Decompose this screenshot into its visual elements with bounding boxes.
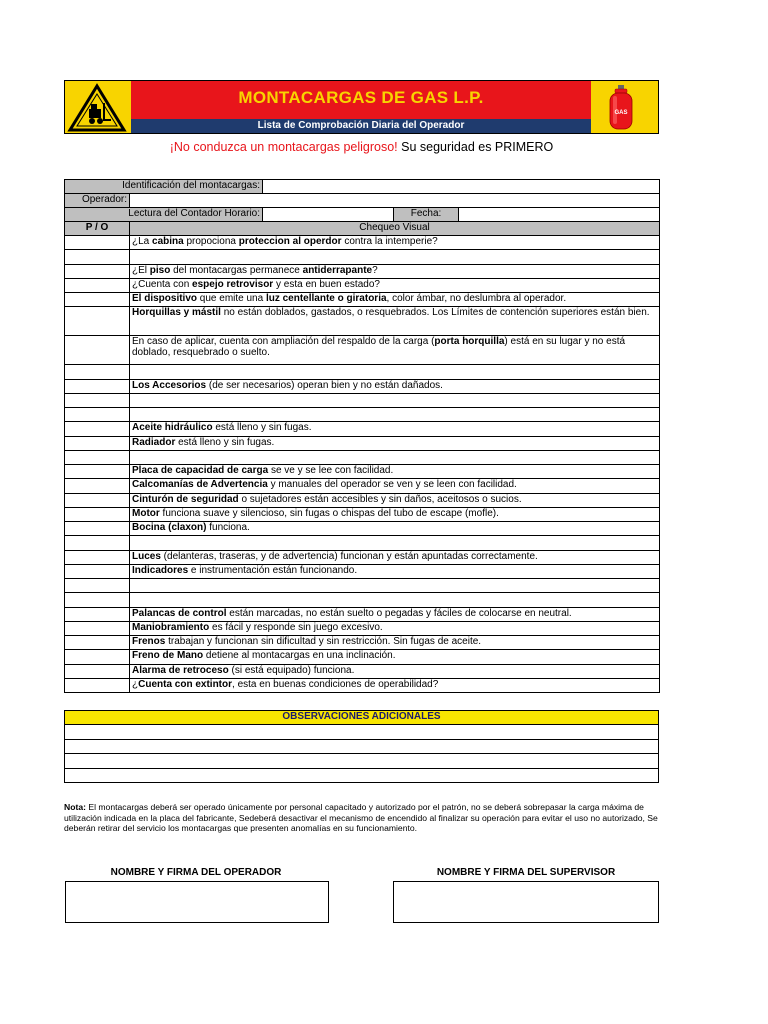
- warning-red-text: ¡No conduzca un montacargas peligroso!: [169, 140, 398, 154]
- checklist-row: [65, 422, 660, 436]
- observation-field[interactable]: [65, 768, 659, 783]
- checklist-row: [65, 250, 660, 264]
- check-item-text: [130, 450, 660, 464]
- check-item-plain: trabajan y funcionan sin dificultad y sin restricción. Sin fugas de aceite.: [165, 636, 482, 647]
- forklift-warning-icon: [67, 83, 127, 133]
- check-item-text: [130, 493, 660, 507]
- po-cell[interactable]: [65, 278, 130, 292]
- check-item-bold: Placa de capacidad de carga: [132, 465, 269, 476]
- check-item-text: [130, 307, 660, 336]
- check-item-plain: e instrumentación están funcionando.: [188, 564, 358, 576]
- checklist-row: [65, 393, 660, 407]
- po-cell[interactable]: [65, 422, 130, 436]
- po-cell[interactable]: [65, 564, 130, 578]
- observation-row: [65, 768, 659, 783]
- check-item-plain: ¿Cuenta con: [132, 278, 193, 290]
- check-item-text: [130, 293, 660, 307]
- check-item-text: [130, 236, 660, 250]
- check-item-plain: funciona suave y silencioso, sin fugas o chispas del tubo de escape (mofle).: [159, 507, 499, 519]
- check-item-text: [130, 522, 660, 536]
- check-item-bold: Frenos: [132, 636, 166, 647]
- supervisor-signature-box[interactable]: [393, 881, 659, 923]
- operator-label: Operador:: [65, 194, 130, 208]
- check-item-plain: es fácil y responde sin juego excesivo.: [209, 621, 383, 633]
- check-item-plain: , esta en buenas condiciones de operabilidad?: [232, 678, 439, 690]
- checklist-row: [65, 507, 660, 521]
- note-label: Nota:: [64, 802, 86, 812]
- po-cell[interactable]: [65, 250, 130, 264]
- check-item-text: [130, 422, 660, 436]
- checklist-row: [65, 550, 660, 564]
- check-item-plain: se ve y se lee con facilidad.: [268, 465, 394, 476]
- po-cell[interactable]: [65, 593, 130, 607]
- check-item-text: [130, 678, 660, 692]
- check-item-text: [130, 436, 660, 450]
- note-paragraph: [64, 802, 659, 834]
- check-item-bold: porta horquilla: [434, 336, 505, 348]
- check-item-bold: Radiador: [132, 436, 176, 448]
- check-item-bold: Horquillas y mástil: [132, 307, 221, 319]
- po-cell[interactable]: [65, 393, 130, 407]
- check-item-text: [130, 536, 660, 550]
- checklist-row: [65, 522, 660, 536]
- checklist-page: [64, 80, 659, 878]
- checklist-row: [65, 408, 660, 422]
- checklist-row: [65, 479, 660, 493]
- check-item-plain: no están doblados, gastados, o resquebrados. Los Límites de contención superiores están bien.: [220, 307, 650, 319]
- observations-table: [64, 710, 659, 783]
- check-item-plain: propociona: [183, 236, 239, 247]
- check-item-plain: está lleno y sin fugas.: [212, 422, 312, 434]
- checklist-row: [65, 536, 660, 550]
- check-item-plain: (delanteras, traseras, y de advertencia) funcionan y están apuntadas correctamente.: [160, 550, 538, 562]
- check-item-bold: Freno de Mano: [132, 650, 204, 662]
- po-cell[interactable]: [65, 479, 130, 493]
- po-cell[interactable]: [65, 493, 130, 507]
- po-cell[interactable]: [65, 536, 130, 550]
- check-item-bold: Indicadores: [132, 564, 189, 576]
- po-cell[interactable]: [65, 579, 130, 593]
- check-item-plain: ) está en su lugar y no está doblado, resquebrado o suelto.: [132, 336, 626, 359]
- checklist-row: [65, 465, 660, 479]
- po-cell[interactable]: [65, 379, 130, 393]
- check-item-plain: (si está equipado) funciona.: [228, 664, 355, 676]
- check-item-plain: (de ser necesarios) operan bien y no están dañados.: [206, 379, 443, 391]
- check-item-text: [130, 507, 660, 521]
- id-label: Identificación del montacargas:: [65, 180, 263, 194]
- check-item-plain: contra la intemperie?: [341, 236, 438, 247]
- po-cell[interactable]: [65, 236, 130, 250]
- check-item-bold: Bocina (claxon): [132, 522, 207, 533]
- check-item-bold: Motor: [132, 507, 160, 519]
- page-subtitle: Lista de Comprobación Diaria del Operador: [257, 120, 465, 131]
- checklist-row: [65, 564, 660, 578]
- check-item-text: [130, 408, 660, 422]
- check-item-text: [130, 479, 660, 493]
- check-item-plain: ¿El: [132, 264, 150, 276]
- check-item-plain: funciona.: [206, 522, 250, 533]
- checklist-row: [65, 307, 660, 336]
- operator-signature-box[interactable]: [65, 881, 329, 923]
- operator-field[interactable]: [130, 194, 660, 208]
- checklist-row: [65, 336, 660, 365]
- observation-row: [65, 739, 659, 754]
- po-cell[interactable]: [65, 522, 130, 536]
- po-cell[interactable]: [65, 264, 130, 278]
- checklist-row: [65, 278, 660, 292]
- check-item-text: [130, 593, 660, 607]
- check-item-bold: Luces: [132, 550, 161, 562]
- observation-row: [65, 725, 659, 740]
- gas-label: GAS: [614, 110, 628, 116]
- check-item-plain: ¿: [132, 678, 139, 690]
- check-item-bold: Calcomanías de Advertencia: [132, 479, 268, 491]
- check-item-bold: Los Accesorios: [132, 379, 207, 391]
- po-cell[interactable]: [65, 550, 130, 564]
- check-item-text: [130, 664, 660, 678]
- date-field[interactable]: [459, 208, 660, 222]
- checklist-row: [65, 607, 660, 621]
- check-item-plain: ¿La: [132, 236, 153, 247]
- observation-field[interactable]: [65, 725, 659, 740]
- checklist-row: [65, 650, 660, 664]
- check-item-plain: y esta en buen estado?: [273, 278, 380, 290]
- checklist-row: [65, 365, 660, 379]
- check-item-bold: Maniobramiento: [132, 621, 210, 633]
- po-cell[interactable]: [65, 293, 130, 307]
- supervisor-signature-label: NOMBRE Y FIRMA DEL SUPERVISOR: [436, 867, 616, 878]
- check-item-text: [130, 336, 660, 365]
- po-cell[interactable]: [65, 678, 130, 692]
- col-po-header: P / O: [65, 222, 130, 236]
- check-item-bold: piso: [149, 264, 171, 276]
- check-item-bold: El dispositivo: [132, 293, 198, 304]
- check-item-plain: ?: [372, 264, 378, 276]
- check-item-plain: que emite una: [197, 293, 266, 304]
- po-cell[interactable]: [65, 636, 130, 650]
- check-item-bold: Cuenta con extintor: [138, 678, 233, 690]
- check-item-text: [130, 250, 660, 264]
- checklist-row: [65, 593, 660, 607]
- checklist-row: [65, 450, 660, 464]
- checklist-row: [65, 636, 660, 650]
- check-item-bold: proteccion al operdor: [238, 236, 342, 247]
- hour-meter-field[interactable]: [263, 208, 394, 222]
- checklist-row: [65, 264, 660, 278]
- po-cell[interactable]: [65, 621, 130, 635]
- check-item-text: [130, 579, 660, 593]
- po-cell[interactable]: [65, 408, 130, 422]
- note-text: El montacargas deberá ser operado únicamente por personal capacitado y autorizado por el patrón, no se deberá sobrepasar la carga máxima de utilización indicada en la placa del fabricante, Sedeberá desactivar el mecanismo de encendido al finalizar su operación para evitar el uso no autorizado, Se deberán retirar del servicio los montacargas que presenten anomalías en su funcionamiento.: [64, 802, 658, 833]
- page-title: MONTACARGAS DE GAS L.P.: [238, 88, 484, 107]
- check-item-plain: detiene al montacargas en una inclinación.: [203, 650, 396, 662]
- id-field[interactable]: [263, 180, 660, 194]
- check-item-bold: Alarma de retroceso: [132, 664, 229, 676]
- check-item-plain: y manuales del operador se ven y se leen con facilidad.: [267, 479, 517, 491]
- checklist-row: [65, 493, 660, 507]
- check-item-plain: están marcadas, no están suelto o pegadas y fáciles de colocarse en neutral.: [226, 607, 572, 619]
- date-label: Fecha:: [394, 208, 459, 222]
- po-cell[interactable]: [65, 664, 130, 678]
- po-cell[interactable]: [65, 607, 130, 621]
- po-cell[interactable]: [65, 336, 130, 365]
- observations-title: OBSERVACIONES ADICIONALES: [65, 711, 659, 725]
- check-item-text: [130, 393, 660, 407]
- checklist-row: [65, 678, 660, 692]
- check-item-plain: está lleno y sin fugas.: [175, 436, 275, 448]
- check-item-text: [130, 365, 660, 379]
- po-cell[interactable]: [65, 507, 130, 521]
- check-item-bold: cabina: [152, 236, 184, 247]
- check-item-bold: Palancas de control: [132, 607, 227, 619]
- po-cell[interactable]: [65, 307, 130, 336]
- checklist-row: [65, 664, 660, 678]
- checklist-row: [65, 293, 660, 307]
- check-item-text: [130, 465, 660, 479]
- check-item-text: [130, 379, 660, 393]
- check-item-bold: espejo retrovisor: [192, 278, 274, 290]
- check-item-text: [130, 607, 660, 621]
- po-cell[interactable]: [65, 365, 130, 379]
- check-item-bold: luz centellante o giratoria: [265, 293, 387, 304]
- po-cell[interactable]: [65, 650, 130, 664]
- po-cell[interactable]: [65, 465, 130, 479]
- check-item-text: [130, 564, 660, 578]
- check-item-text: [130, 636, 660, 650]
- checklist-row: [65, 379, 660, 393]
- warning-line: [64, 140, 659, 154]
- check-item-plain: , color ámbar, no deslumbra al operador.: [386, 293, 567, 304]
- check-item-bold: Cinturón de seguridad: [132, 493, 239, 505]
- check-item-plain: del montacargas permanece: [170, 264, 303, 276]
- check-item-bold: antiderrapante: [302, 264, 373, 276]
- observation-field[interactable]: [65, 739, 659, 754]
- check-item-plain: En caso de aplicar, cuenta con ampliación del respaldo de la carga (: [132, 336, 435, 348]
- observation-field[interactable]: [65, 754, 659, 769]
- check-item-text: [130, 278, 660, 292]
- col-check-header: Chequeo Visual: [130, 222, 660, 236]
- observation-row: [65, 754, 659, 769]
- check-item-text: [130, 264, 660, 278]
- checklist-row: [65, 579, 660, 593]
- check-item-text: [130, 550, 660, 564]
- warning-black-text: Su seguridad es PRIMERO: [397, 140, 554, 154]
- check-item-plain: o sujetadores están accesibles y sin daños, aceitosos o sucios.: [238, 493, 522, 505]
- checklist-row: [65, 436, 660, 450]
- header-banner: [64, 80, 659, 134]
- gas-cylinder-icon: [608, 85, 634, 131]
- po-cell[interactable]: [65, 450, 130, 464]
- check-item-bold: Aceite hidráulico: [132, 422, 213, 434]
- po-cell[interactable]: [65, 436, 130, 450]
- checklist-table: [64, 179, 660, 693]
- check-item-text: [130, 650, 660, 664]
- checklist-row: [65, 621, 660, 635]
- hour-meter-label: Lectura del Contador Horario:: [65, 208, 263, 222]
- operator-signature-label: NOMBRE Y FIRMA DEL OPERADOR: [110, 867, 282, 878]
- check-item-text: [130, 621, 660, 635]
- checklist-row: [65, 236, 660, 250]
